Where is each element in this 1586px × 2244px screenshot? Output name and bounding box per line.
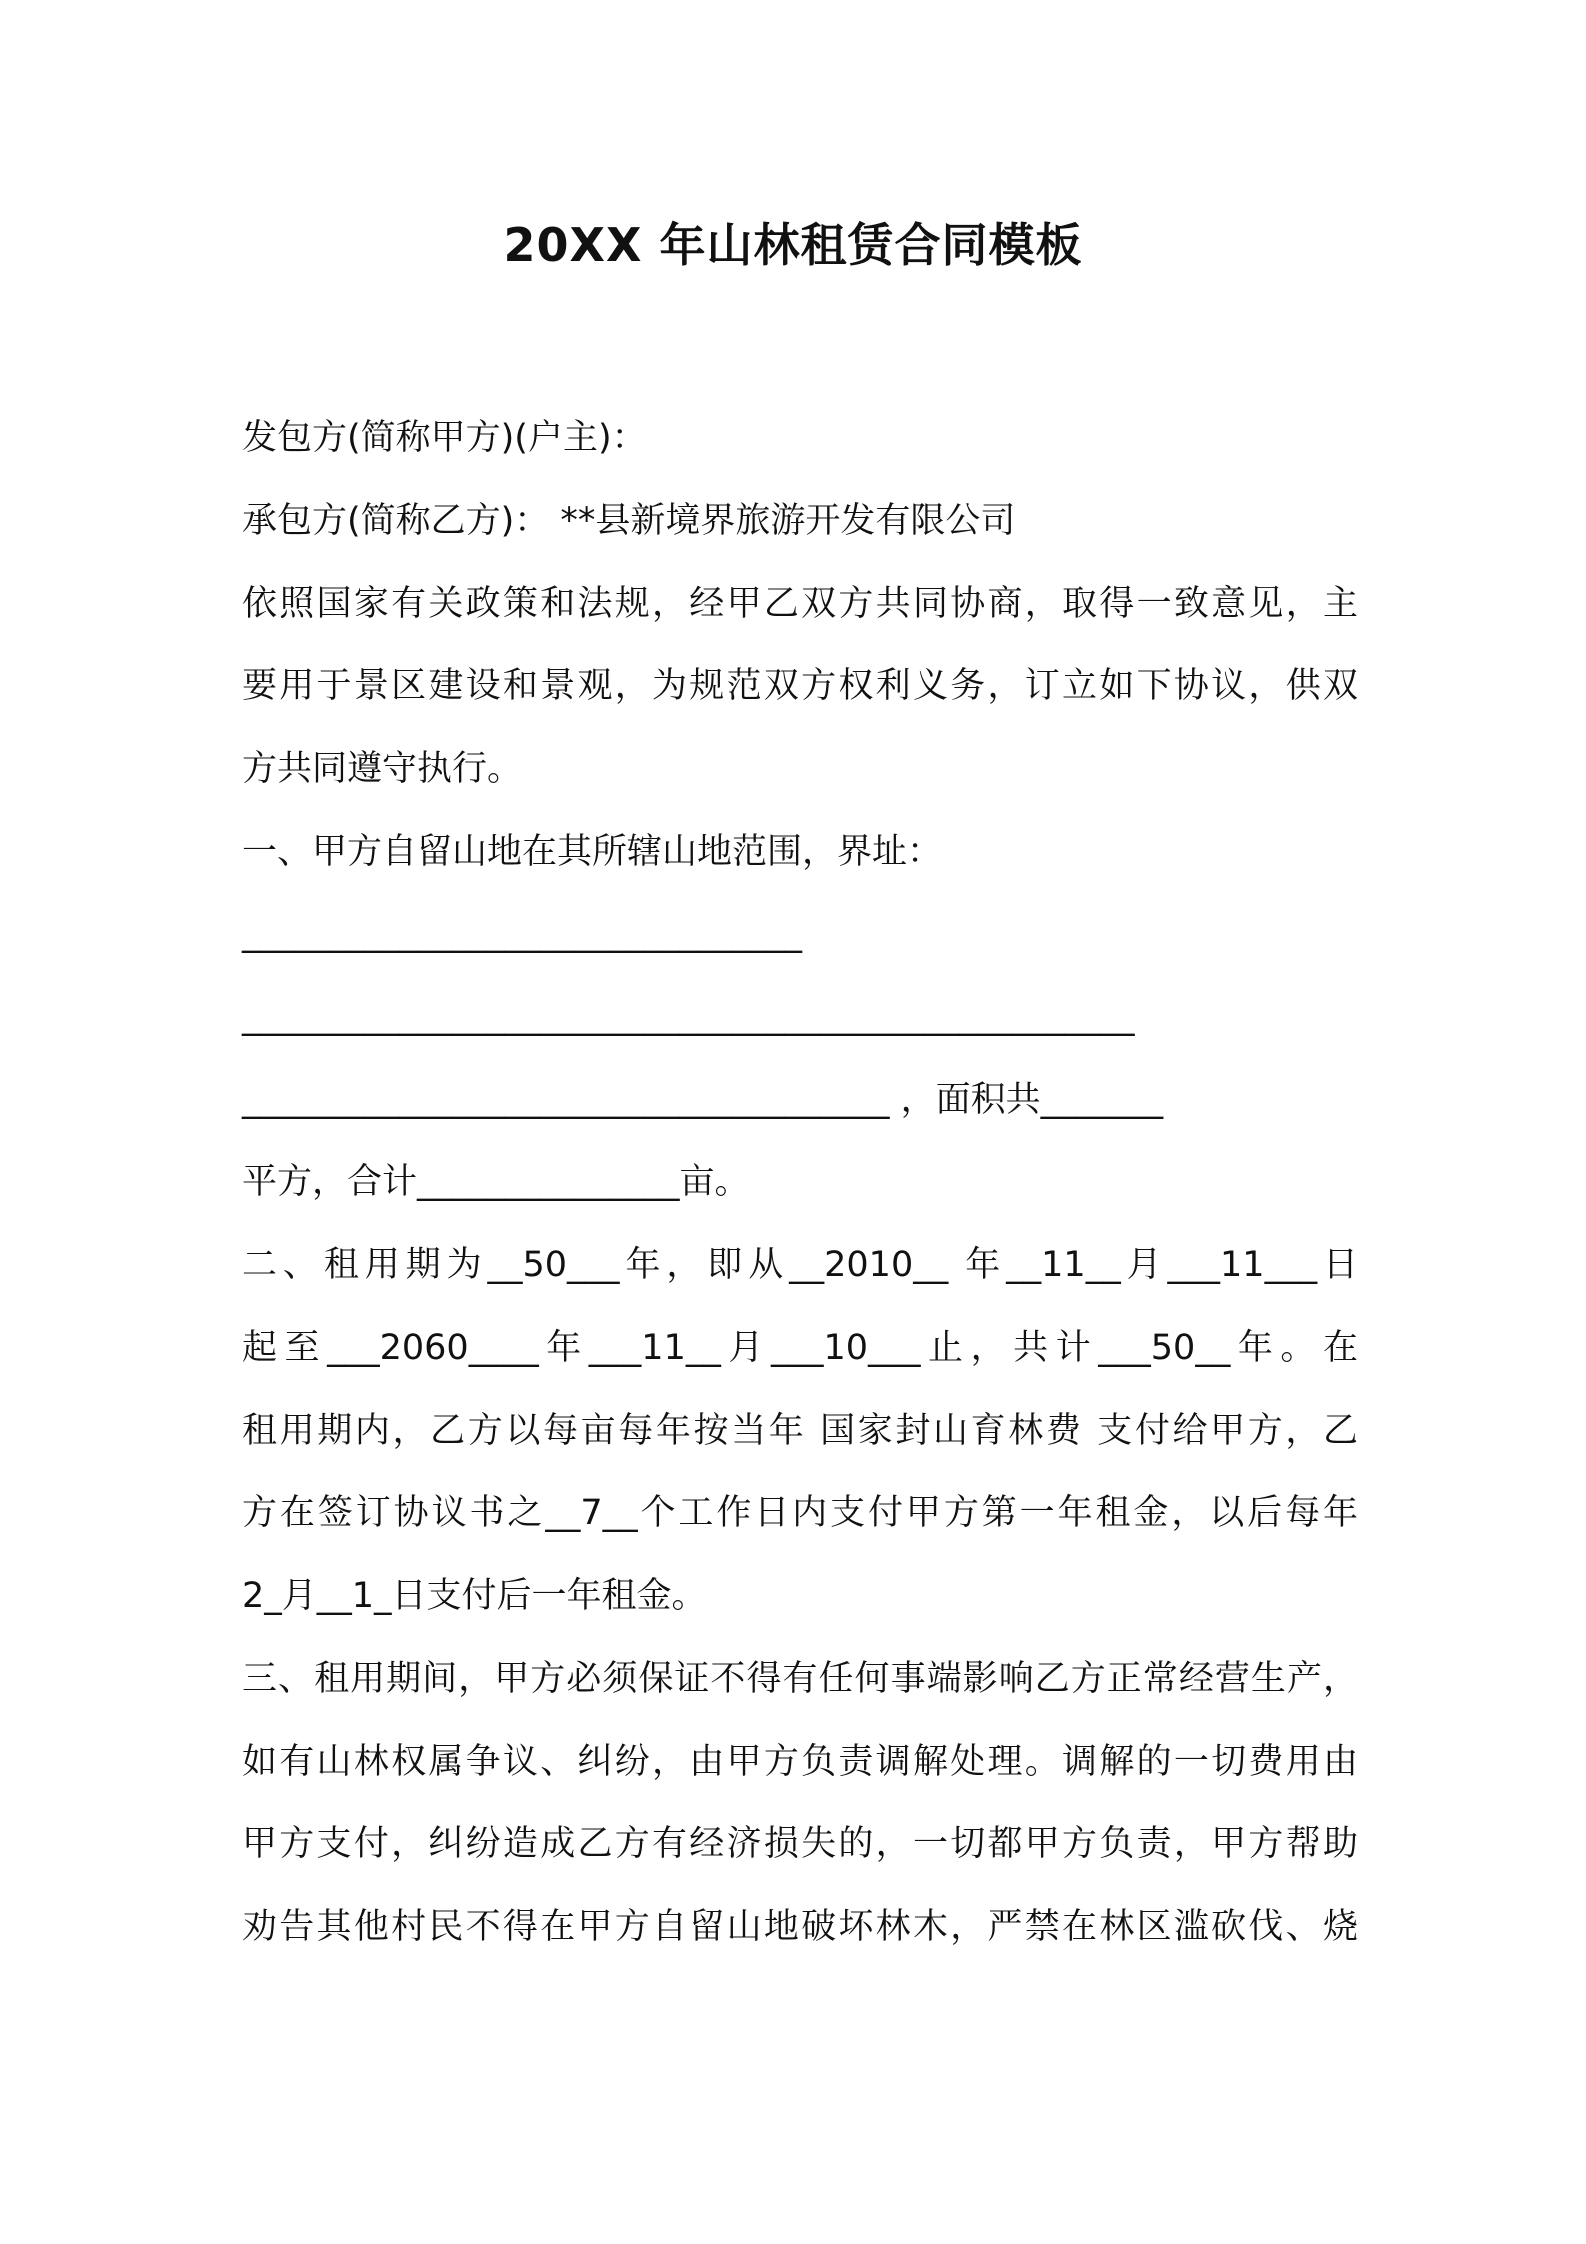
clause-2-line-3: 租用期内，乙方以每亩每年按当年 国家封山育林费 支付给甲方，乙 [242,1411,1358,1451]
clause-3-line-2: 如有山林权属争议、纠纷，由甲方负责调解处理。调解的一切费用由 [242,1742,1358,1782]
preamble-line-3: 方共同遵守执行。 [242,749,523,789]
clause-3-line-4: 劝告其他村民不得在甲方自留山地破坏林木，严禁在林区滥砍伐、烧 [242,1907,1358,1947]
clause-2-line-4: 方在签订协议书之__7__个工作日内支付甲方第一年租金，以后每年 [242,1493,1358,1533]
clause-2-line-5: 2_月__1_日支付后一年租金。 [242,1576,707,1616]
area-line: _____________________________________ ，面积共_______ [242,1080,1164,1120]
preamble-line-1: 依照国家有关政策和法规，经甲乙双方共同协商，取得一致意见，主 [242,584,1358,624]
clause-1-heading: 一、甲方自留山地在其所辖山地范围，界址： [242,832,943,872]
area-total-line: 平方，合计_______________亩。 [242,1162,750,1202]
clause-3-line-3: 甲方支付，纠纷造成乙方有经济损失的，一切都甲方负责，甲方帮助 [242,1824,1358,1864]
clause-3-line-1: 三、租用期间，甲方必须保证不得有任何事端影响乙方正常经营生产， [242,1659,1358,1699]
clause-2-line-2: 起至___2060____年___11__月___10___止，共计___50__年。在 [242,1328,1358,1368]
boundary-blank-2: ___________________________________________________ [242,997,1135,1037]
preamble-line-2: 要用于景区建设和景观，为规范双方权利义务，订立如下协议，供双 [242,666,1358,706]
document-title: 20XX 年山林租赁合同模板 [503,218,1083,272]
clause-2-line-1: 二、租用期为__50___年，即从__2010__ 年__11__月___11___日 [242,1245,1358,1285]
party-b-line: 承包方(简称乙方)： **县新境界旅游开发有限公司 [242,501,1016,541]
party-a-line: 发包方(简称甲方)(户主)： [242,418,647,458]
boundary-blank-1: ________________________________ [242,914,802,954]
